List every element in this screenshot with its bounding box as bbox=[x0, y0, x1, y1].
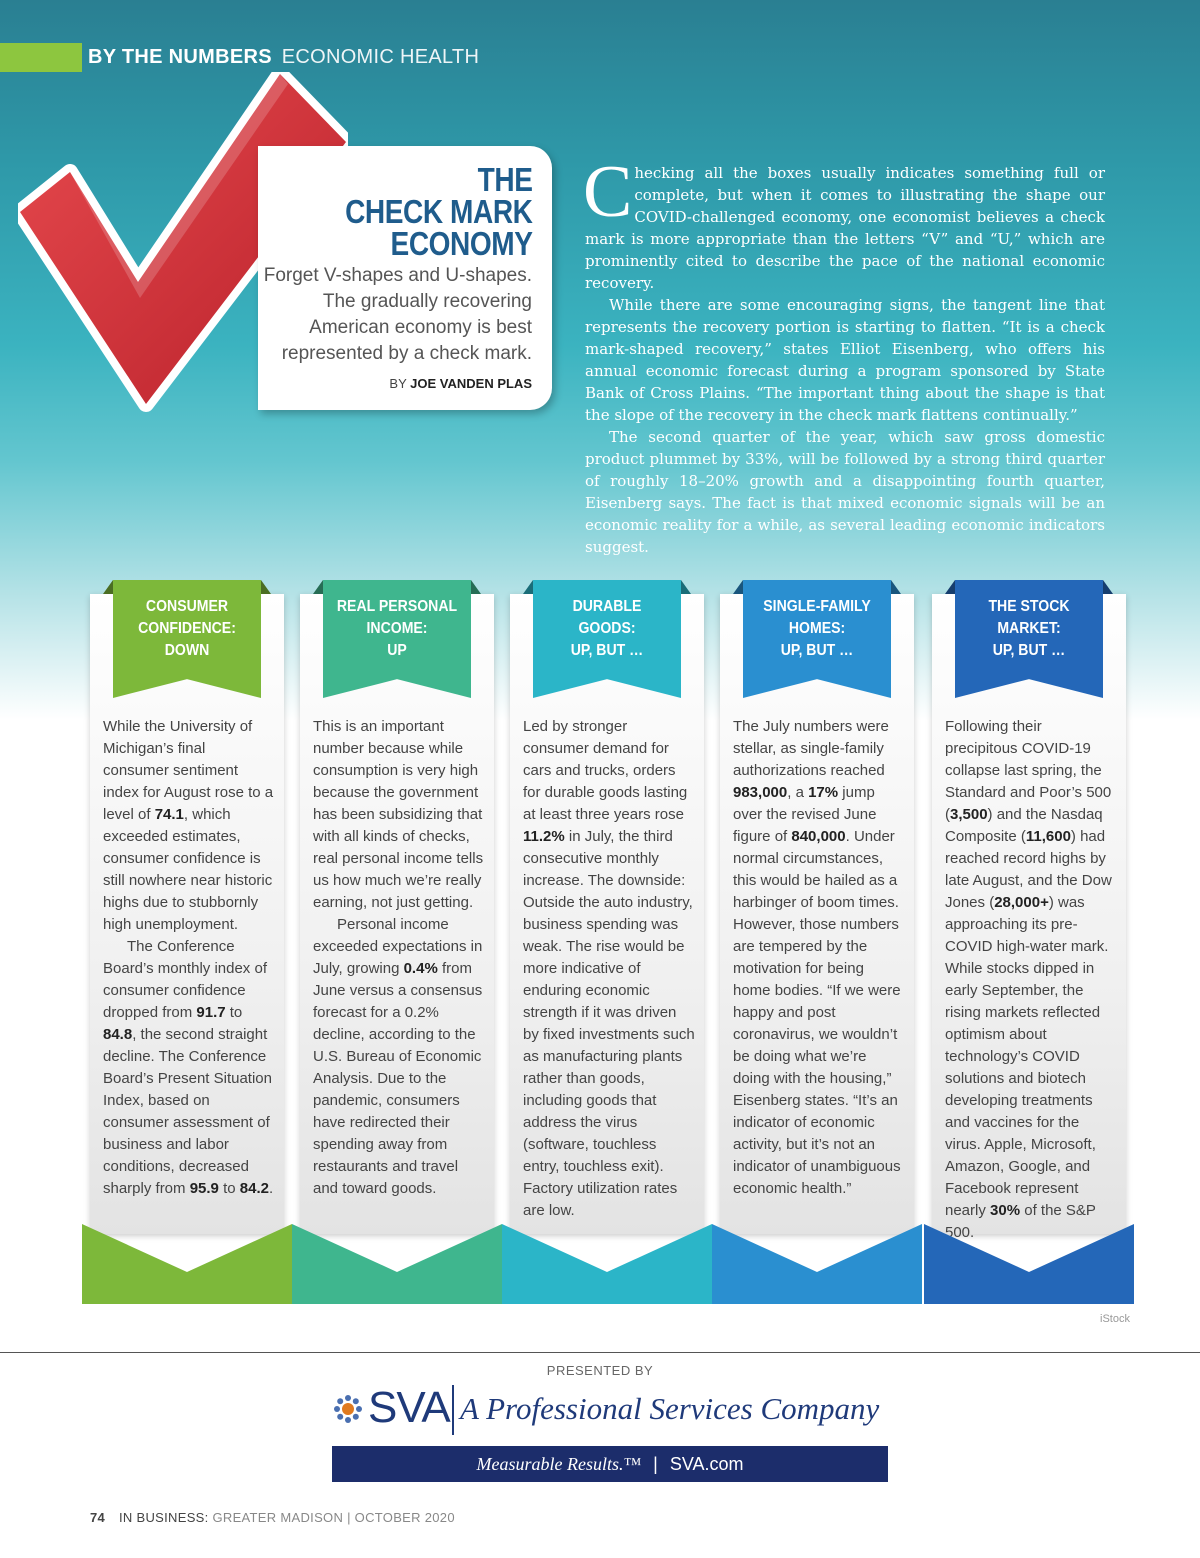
indicator-paragraph: Personal income exceeded expectations in July, growing 0.4% from June versus a consensus forecast for a 0.2% decline, according to the U.S. Bureau of Economic Analysis. Due to the pandemic, consumers have redirected their spending away from restaurants and travel and toward goods. bbox=[313, 916, 483, 1197]
highlight-figure: 0.4% bbox=[403, 960, 438, 977]
indicator-title-line: CONSUMER bbox=[145, 598, 229, 615]
title-line-1: THE bbox=[477, 161, 532, 198]
sponsor-logo-text: SVA bbox=[368, 1383, 450, 1432]
footer-rule bbox=[0, 1352, 1200, 1353]
author-name: JOE VANDEN PLAS bbox=[410, 376, 532, 391]
logo-divider bbox=[452, 1385, 454, 1435]
intro-text bbox=[583, 151, 1105, 558]
highlight-figure: 74.1 bbox=[154, 806, 184, 823]
highlight-figure: 28,000+ bbox=[994, 894, 1049, 911]
indicator-title-line: REAL PERSONAL bbox=[336, 598, 458, 615]
indicator-footer-band bbox=[502, 1224, 712, 1304]
indicator-footer-band bbox=[712, 1224, 922, 1304]
highlight-figure: 84.8 bbox=[103, 1026, 133, 1043]
indicator-title-line: HOMES: bbox=[788, 620, 846, 637]
title-line-2: CHECK MARK bbox=[344, 193, 532, 230]
photo-credit: iStock bbox=[1100, 1313, 1130, 1325]
highlight-figure: 84.2 bbox=[239, 1180, 269, 1197]
page-number: 74 bbox=[90, 1510, 106, 1525]
sponsor-website-link[interactable]: SVA.com bbox=[669, 1454, 744, 1474]
indicator-title-line: UP, BUT … bbox=[570, 642, 644, 659]
folio bbox=[90, 1510, 455, 1525]
sunflower-logo-icon bbox=[334, 1395, 362, 1423]
indicator-title bbox=[752, 596, 882, 662]
indicator-title-line: UP bbox=[387, 642, 407, 659]
highlight-figure: 17% bbox=[808, 784, 839, 801]
byline-prefix: BY bbox=[389, 376, 407, 391]
highlight-figure: 91.7 bbox=[196, 1004, 226, 1021]
indicator-body bbox=[945, 716, 1117, 1244]
indicator-title-line: DURABLE bbox=[572, 598, 642, 615]
indicator-footer-band bbox=[82, 1224, 292, 1304]
intro-paragraph-1 bbox=[583, 151, 1105, 294]
sponsor-motto: Measurable Results.™ bbox=[476, 1454, 642, 1474]
highlight-figure: 11.2% bbox=[523, 828, 565, 845]
indicator-paragraph: While the University of Michigan’s final consumer sentiment index for August rose to a level of 74.1, which exceeded estimates, consumer confidence is still nowhere near historic highs due to stubbornly high unemployment. bbox=[103, 718, 274, 933]
indicator-footer-band bbox=[292, 1224, 502, 1304]
indicator-body bbox=[733, 716, 905, 1200]
indicator-paragraph: The Conference Board’s monthly index of consumer confidence dropped from 91.7 to 84.8, the second straight decline. The Conference Board’s Present Situation Index, based on consumer assessment of business and labor conditions, decreased sharply from 95.9 to 84.2. bbox=[103, 938, 274, 1197]
highlight-figure: 11,600 bbox=[1025, 828, 1071, 845]
indicator-title bbox=[122, 596, 252, 662]
section-label: BY THE NUMBERS bbox=[88, 46, 272, 68]
highlight-figure: 95.9 bbox=[189, 1180, 219, 1197]
section-tag-bar bbox=[0, 43, 82, 72]
indicator-title-line: INCOME: bbox=[366, 620, 428, 637]
section-tag bbox=[88, 46, 479, 69]
section-sublabel: ECONOMIC HEALTH bbox=[281, 46, 480, 68]
indicator-title bbox=[332, 596, 462, 662]
indicator-body bbox=[523, 716, 695, 1222]
sponsor-bar bbox=[332, 1446, 888, 1482]
intro-paragraph-2: While there are some encouraging signs, the tangent line that represents the recovery portion is starting to flatten. “It is a check mark-shaped recovery,” states Elliot Eisenberg, who offers his annual economic forecast during a program sponsored by State Bank of Cross Plains. “The important thing about the shape is that the slope of the recovery in the check mark flattens continually.” bbox=[585, 296, 1105, 424]
highlight-figure: 983,000 bbox=[733, 784, 788, 801]
sponsor-tagline: A Professional Services Company bbox=[460, 1391, 880, 1426]
publication-edition: GREATER MADISON bbox=[212, 1510, 344, 1525]
indicator-title-line: GOODS: bbox=[578, 620, 636, 637]
indicator-title-line: DOWN bbox=[164, 642, 210, 659]
highlight-figure: 840,000 bbox=[791, 828, 846, 845]
article-title bbox=[344, 161, 532, 262]
folio-separator: | bbox=[347, 1510, 355, 1525]
presented-by-label: PRESENTED BY bbox=[546, 1363, 654, 1378]
title-line-3: ECONOMY bbox=[390, 225, 532, 262]
highlight-figure: 30% bbox=[990, 1202, 1021, 1219]
publication-name: IN BUSINESS: bbox=[118, 1510, 209, 1525]
title-card bbox=[258, 146, 552, 410]
indicator-title-line: UP, BUT … bbox=[780, 642, 854, 659]
issue-date: OCTOBER 2020 bbox=[354, 1510, 455, 1525]
indicator-title-line: MARKET: bbox=[997, 620, 1061, 637]
intro-paragraph-1-text: hecking all the boxes usually indicates something full or complete, but when it comes to illustrating the shape our COVID-challenged economy, one economist believes a check mark is more appropriate than the letters “V” and “U,” which are prominently cited to describe the pace of the national economic recovery. bbox=[585, 164, 1105, 292]
article-deck: Forget V-shapes and U-shapes. The gradually recovering American economy is best represented by a check mark. bbox=[263, 265, 532, 364]
indicator-body bbox=[313, 716, 485, 1200]
byline bbox=[389, 376, 532, 391]
indicator-title-line: THE STOCK bbox=[988, 598, 1070, 615]
drop-cap: C bbox=[583, 151, 633, 233]
indicator-title bbox=[542, 596, 672, 662]
indicator-title bbox=[964, 596, 1094, 662]
indicator-paragraph: Led by stronger consumer demand for cars and trucks, orders for durable goods lasting at least three years rose 11.2% in July, the third consecutive monthly increase. The downside: Outside the auto industry, business spending was weak. The rise would be more indicative of enduring economic strength if it was driven by fixed investments such as manufacturing plants rather than goods, including goods that address the virus (software, touchless entry, touchless exit). Factory utilization rates are low. bbox=[523, 718, 695, 1219]
sponsor-logo[interactable] bbox=[334, 1383, 894, 1439]
indicator-title-line: CONFIDENCE: bbox=[138, 620, 236, 637]
sponsor-pipe: | bbox=[653, 1454, 658, 1474]
indicator-title-line: SINGLE-FAMILY bbox=[763, 598, 871, 615]
indicator-paragraph: The July numbers were stellar, as single-family authorizations reached 983,000, a 17% jump over the revised June figure of 840,000. Under normal circumstances, this would be hailed as a harbinger of boom times. However, those numbers are tempered by the motivation for being home bodies. “If we were happy and post coronavirus, we wouldn’t be doing what we’re doing with the housing,” Eisenberg states. “It’s an indicator of economic activity, but it’s not an indicator of unambiguous economic health.” bbox=[733, 718, 901, 1197]
indicator-title-line: UP, BUT … bbox=[992, 642, 1066, 659]
highlight-figure: 3,500 bbox=[950, 806, 988, 823]
indicator-paragraph: Following their precipitous COVID-19 collapse last spring, the Standard and Poor’s 500 (3,500) and the Nasdaq Composite (11,600) had reached record highs by late August, and the Dow Jones (28,000+) was approaching its pre-COVID high-water mark. While stocks dipped in early September, the rising markets reflected optimism about technology’s COVID solutions and biotech developing treatments and vaccines for the virus. Apple, Microsoft, Amazon, Google, and Facebook represent nearly 30% of the S&P 500. bbox=[945, 718, 1112, 1241]
indicator-paragraph: This is an important number because while consumption is very high because the government has been subsidizing that with all kinds of checks, real personal income tells us how much we’re really earning, not just getting. bbox=[313, 718, 484, 911]
intro-paragraph-3: The second quarter of the year, which saw gross domestic product plummet by 33%, will be followed by a strong third quarter of roughly 18–20% growth and a disappointing fourth quarter, Eisenberg says. The fact is that mixed economic signals will be an economic reality for a while, as several leading economic indicators suggest. bbox=[585, 428, 1105, 556]
indicator-body bbox=[103, 716, 275, 1200]
